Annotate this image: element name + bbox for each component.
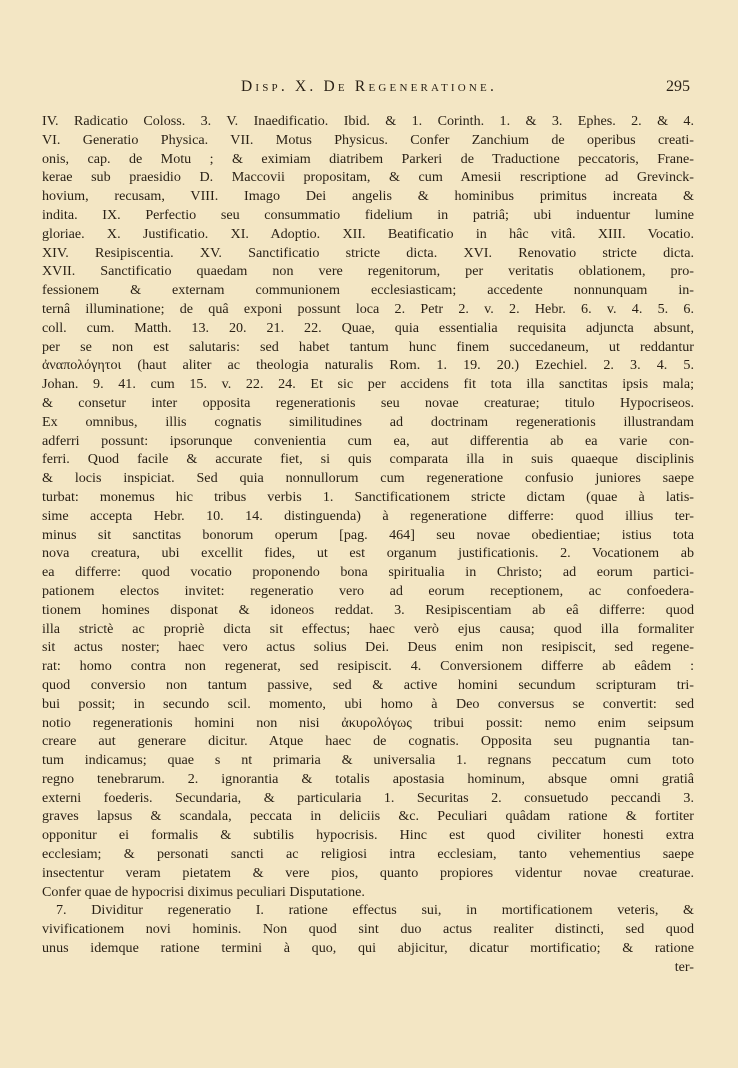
text-line: creare aut generare dicitur. Atque haec de cognatis. Opposita seu pugnantia tan- [42, 733, 694, 750]
text-line: Ex omnibus, illis cognatis similitudines ad doctrinam regenerationis illustrandam [42, 413, 694, 430]
text-line: illa strictè ac propriè dicta sit effectus; haec verò ejus causa; quod illa formaliter [42, 620, 694, 637]
text-line: pationem electos invitet: regeneratio vero ad eorum receptionem, ac confoedera- [42, 582, 694, 599]
text-line: XVII. Sanctificatio quaedam non vere regenitorum, per veritatis oblationem, pro- [42, 263, 694, 280]
text-line: notio regenerationis homini non nisi ἀκυρολόγως tribui possit: nemo enim seipsum [42, 714, 694, 731]
text-line: & locis inspiciat. Sed quia nonnullorum cum regeneratione confusio juniores saepe [42, 470, 694, 487]
text-line: indita. IX. Perfectio seu consummatio fidelium in patriâ; ubi induentur lumine [42, 206, 694, 223]
catchword: ter- [674, 958, 694, 975]
text-line: vivificationem novi hominis. Non quod sint duo actus realiter distincti, sed quod [42, 921, 694, 938]
text-line: 7. Dividitur regeneratio I. ratione effectus sui, in mortificationem veteris, & [56, 902, 694, 919]
text-line: IV. Radicatio Coloss. 3. V. Inaedificatio. Ibid. & 1. Corinth. 1. & 3. Ephes. 2. & 4. [42, 113, 694, 129]
text-line: bui possit; in secundo scil. momento, ubi homo à Deo conversus se convertit: sed [42, 695, 694, 712]
text-line: Johan. 9. 41. cum 15. v. 22. 24. Et sic per accidens fit tota illa sanctitas ipsis mala; [42, 376, 694, 393]
text-line: tionem homines disponat & idoneos reddat. 3. Resipiscentiam ab eâ differre: quod [42, 601, 694, 618]
text-line: kerae sub praesidio D. Maccovii propositam, & cum Amesii rescriptione ad Grevinck- [42, 169, 694, 186]
text-line: quod conversio non tantum passive, sed & active homini secundum scripturam tri- [42, 676, 694, 693]
text-line: coll. cum. Matth. 13. 20. 21. 22. Quae, quia essentialia requisita adjuncta absunt, [42, 319, 694, 336]
text-line: per se non est salutaris: sed habet tantum hunc finem succedaneum, ut reddantur [42, 338, 694, 355]
text-line: graves lapsus & scandala, peccata in deliciis &c. Peculiari quâdam ratione & fortiter [42, 808, 694, 825]
text-line: tum indicamus; quae s nt primaria & universalia 1. regnans peccatum cum toto [42, 752, 694, 769]
text-line: nova creatura, ubi excellit fides, ut est organum justificationis. 2. Vocationem ab [42, 545, 694, 562]
text-line: externi foederis. Secundaria, & particularia 1. Securitas 2. consuetudo peccandi 3. [42, 789, 694, 806]
text-line: insectentur veram pietatem & vere pios, quanto propiores videntur novae creaturae. [42, 864, 694, 881]
running-title: Disp. X. De Regeneratione. [240, 78, 498, 95]
text-line: ecclesiam; & personati sancti ac religiosi intra ecclesiam, tanto vehementius saepe [42, 846, 694, 863]
text-line: gloriae. X. Justificatio. XI. Adoptio. XII. Beatificatio in hâc vitâ. XIII. Vocatio. [42, 225, 694, 242]
text-line: minus sit sanctitas bonorum operum [pag. 464] seu novae obedientiae; istius tota [42, 526, 694, 543]
text-line: fessionem & externam communionem ecclesiasticam; accedente nonnunquam in- [42, 282, 694, 299]
text-line: onis, cap. de Motu ; & eximiam diatribem Parkeri de Traductione peccatoris, Frane- [42, 150, 694, 167]
text-line: adferri possunt: ipsorunque convenientia cum ea, aut differentia ab ea varie con- [42, 432, 694, 449]
text-line: & consetur inter opposita regenerationis seu novae creaturae; titulo Hypocriseos. [42, 394, 694, 411]
text-line: ἀναπολόγητοι (haut aliter ac theologia naturalis Rom. 1. 19. 20.) Ezechiel. 2. 3. 4. 5. [42, 357, 694, 374]
running-head [42, 78, 696, 100]
text-line: sime accepta Hebr. 10. 14. distinguenda) à regeneratione differre: quod illius ter- [42, 507, 694, 524]
text-line: ternâ illuminatione; de quâ exponi possunt loca 2. Petr 2. v. 2. Hebr. 6. v. 4. 5. 6. [42, 300, 694, 317]
text-line: rat: homo contra non regenerat, sed resipiscit. 4. Conversionem differre ab eâdem : [42, 658, 694, 675]
text-line: turbat: monemus hic tribus verbis 1. Sanctificationem stricte dictam (quae à latis- [42, 488, 694, 505]
text-line: ea differre: quod vocatio proponendo bona spiritualia in Christo; ad eorum partici- [42, 564, 694, 581]
text-line: regno tenebrarum. 2. ignorantia & totalis apostasia hominum, absque omni gratiâ [42, 770, 694, 787]
text-line: Confer quae de hypocrisi diximus peculiari Disputatione. [42, 883, 365, 900]
text-line: unus idemque ratione termini à quo, qui abjicitur, dicatur mortificatio; & ratione [42, 940, 694, 957]
text-line: opponitur ei formalis & subtilis hypocrisis. Hinc est quod civiliter honesti extra [42, 827, 694, 844]
page-number: 295 [666, 78, 690, 95]
body-text [42, 112, 694, 977]
text-line: hovium, recusam, VIII. Imago Dei angelis & hominibus primitus increata & [42, 188, 694, 205]
text-line: XIV. Resipiscentia. XV. Sanctificatio stricte dicta. XVI. Renovatio stricte dicta. [42, 244, 694, 261]
text-line: ferri. Quod facile & accurate fiet, si quis comparata illa in suis quaeque disciplinis [42, 451, 694, 468]
text-line: VI. Generatio Physica. VII. Motus Physicus. Confer Zanchium de operibus creati- [42, 131, 694, 148]
text-line: sit actus noster; haec vero actus solius Dei. Deus enim non resipiscit, sed regene- [42, 639, 694, 656]
